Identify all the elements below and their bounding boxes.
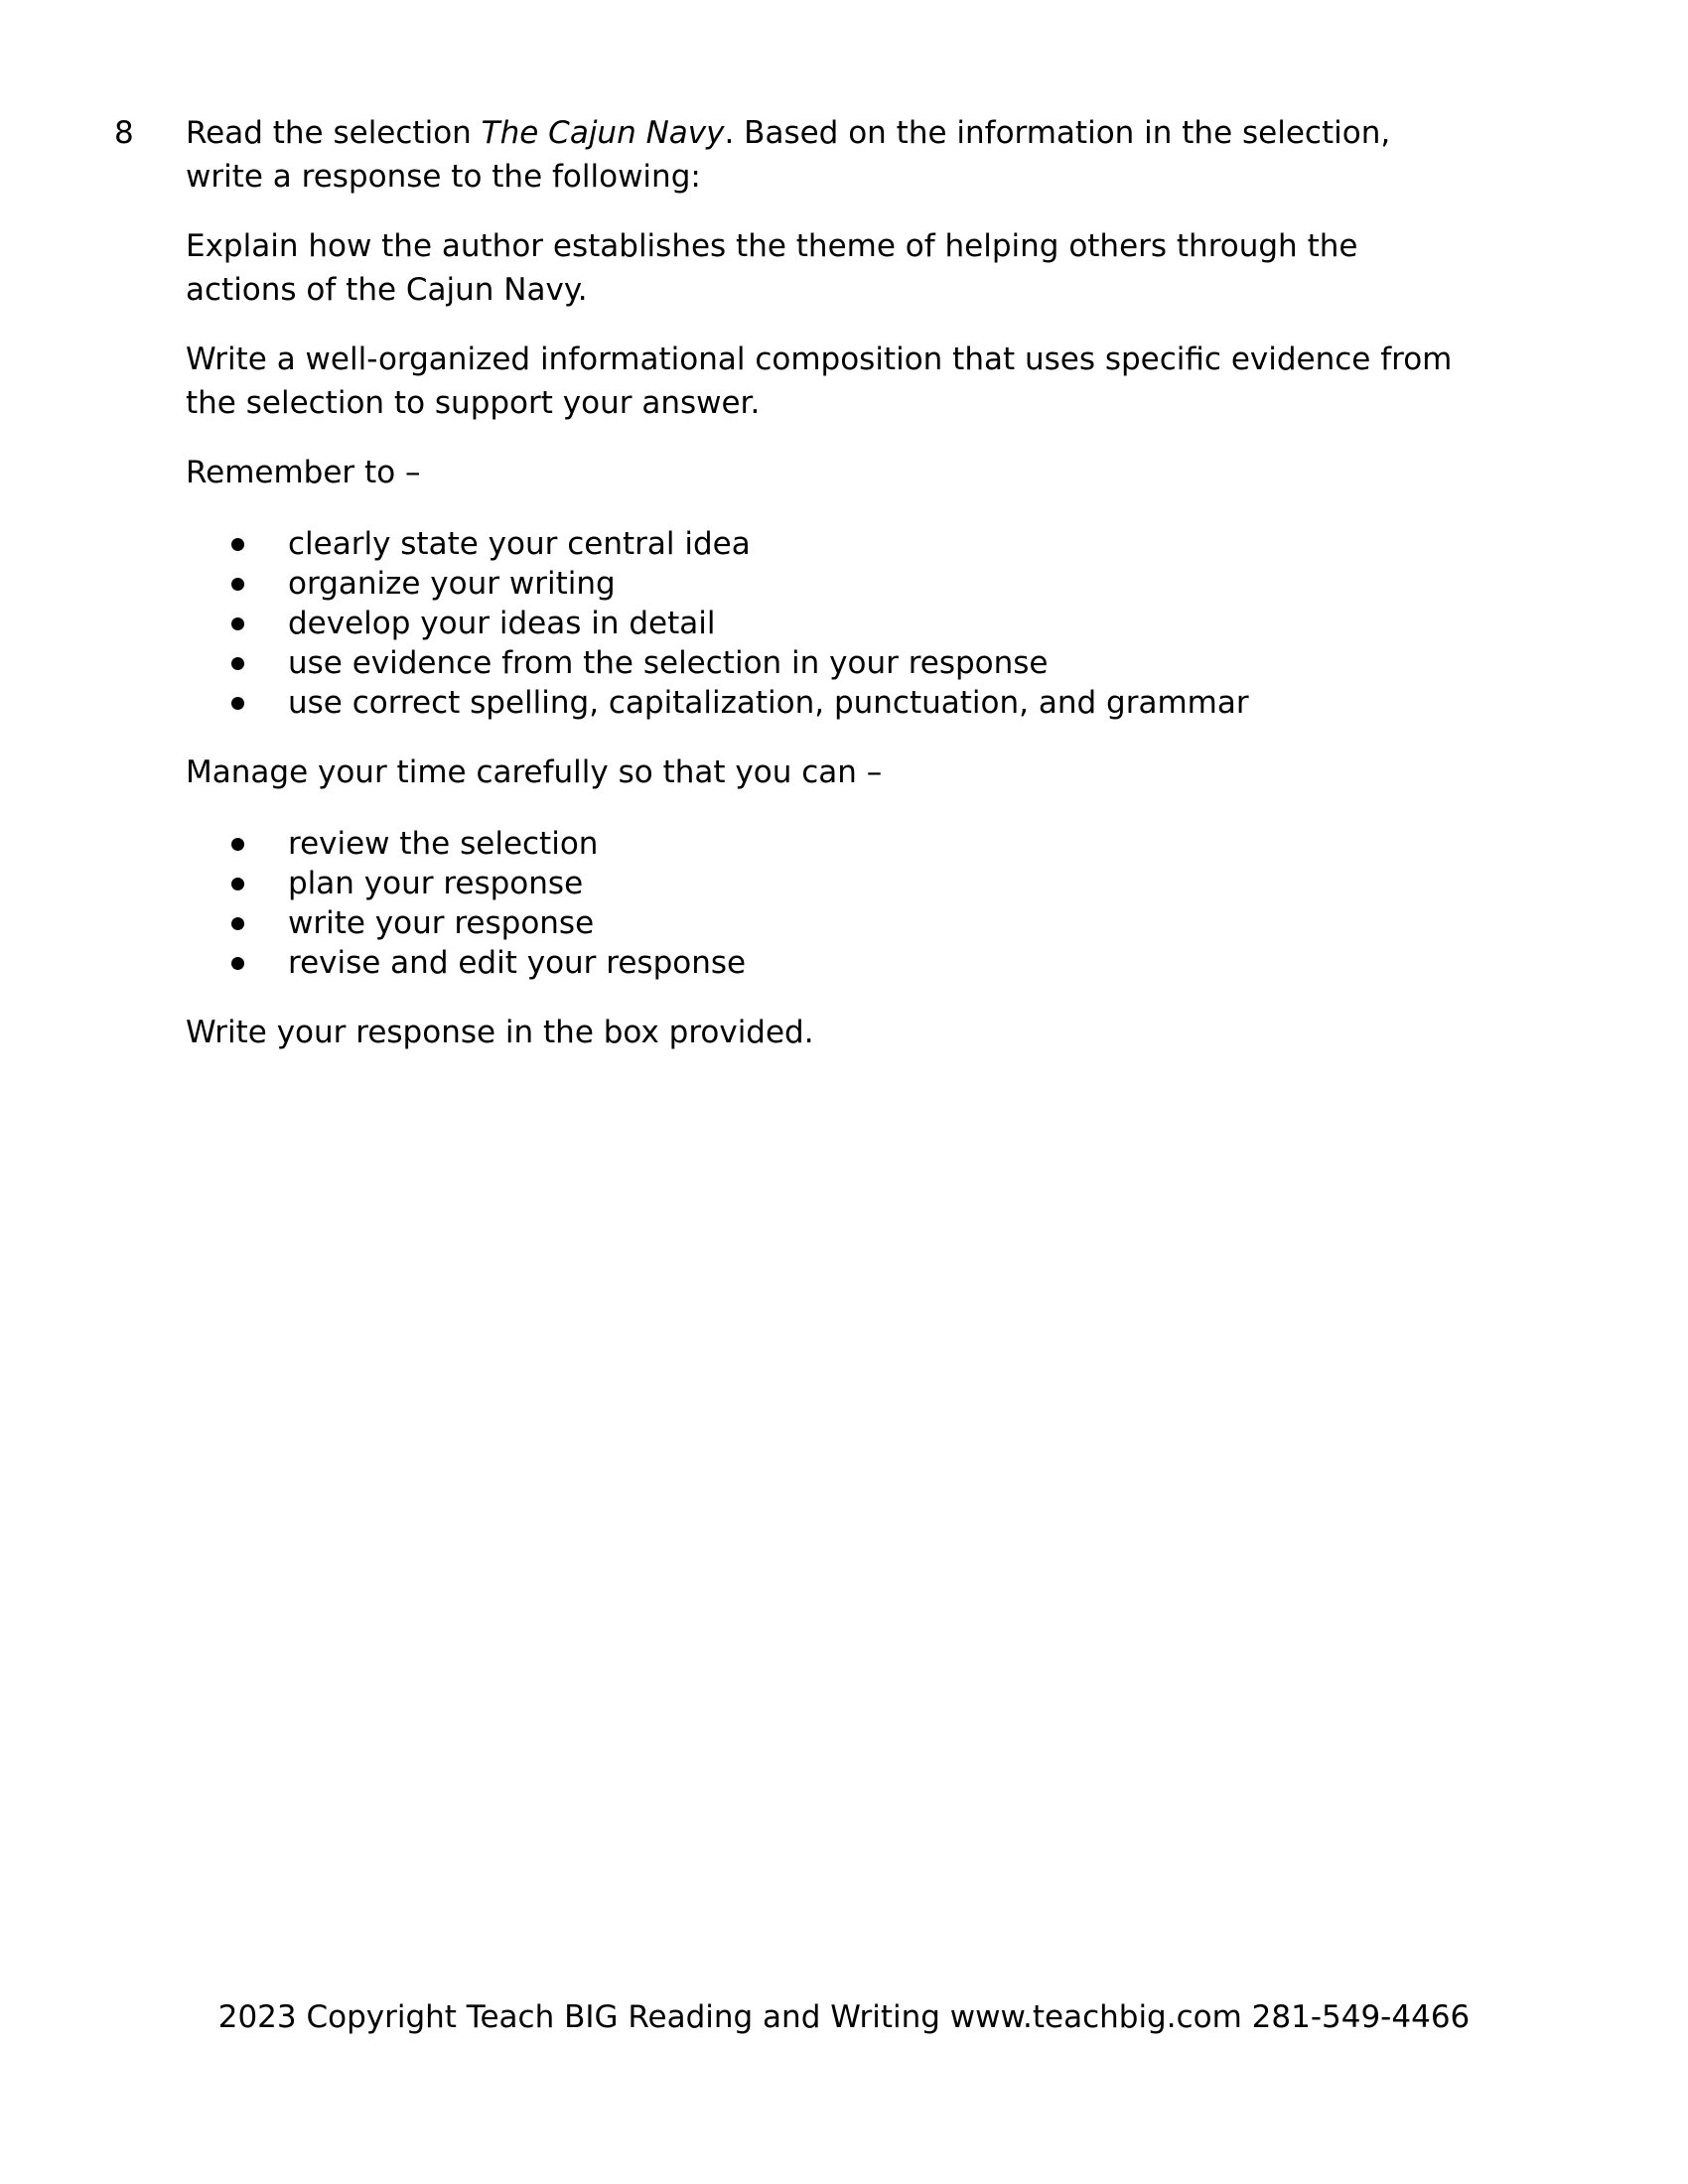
list-item <box>186 683 1576 723</box>
prompt-line-1 <box>186 111 1576 155</box>
bullet-icon <box>231 878 244 890</box>
question-prompt <box>186 111 1576 199</box>
list-item-text: write your response <box>288 905 595 941</box>
directions-line-1: Write a well-organized informational composition that uses specific evidence from <box>186 341 1453 377</box>
list-item <box>186 604 1576 643</box>
list-item <box>186 564 1576 604</box>
bullet-icon <box>231 838 244 851</box>
list-item-text: plan your response <box>288 866 584 901</box>
directions-paragraph <box>186 338 1576 425</box>
closing-instruction: Write your response in the box provided. <box>186 1015 814 1050</box>
bullet-icon <box>231 617 244 630</box>
list-item <box>186 903 1576 943</box>
prompt-text-pre: Read the selection <box>186 115 482 151</box>
task-paragraph <box>186 224 1576 312</box>
prompt-text-post: . Based on the information in the selection, <box>724 115 1391 151</box>
task-line-1: Explain how the author establishes the theme of helping others through the <box>186 228 1358 264</box>
list-item-text: revise and edit your response <box>288 945 747 981</box>
manage-heading: Manage your time carefully so that you can – <box>186 754 883 790</box>
list-item-text: use evidence from the selection in your response <box>288 645 1049 681</box>
directions-line-2: the selection to support your answer. <box>186 385 761 421</box>
list-item-text: develop your ideas in detail <box>288 606 716 641</box>
list-item <box>186 643 1576 683</box>
bullet-icon <box>231 538 244 551</box>
bullet-icon <box>231 917 244 930</box>
copyright-footer: 2023 Copyright Teach BIG Reading and Writing www.teachbig.com 281-549-4466 <box>217 1999 1471 2035</box>
list-item-text: organize your writing <box>288 566 616 602</box>
list-item-text: review the selection <box>288 826 599 862</box>
bullet-icon <box>231 578 244 591</box>
task-line-2: actions of the Cajun Navy. <box>186 272 588 308</box>
list-item-text: clearly state your central idea <box>288 526 751 562</box>
bullet-icon <box>231 697 244 710</box>
remember-heading: Remember to – <box>186 455 421 490</box>
bullet-icon <box>231 957 244 970</box>
question-body <box>186 111 1576 1054</box>
list-item <box>186 824 1576 864</box>
bullet-icon <box>231 657 244 670</box>
list-item-text: use correct spelling, capitalization, punctuation, and grammar <box>288 685 1249 721</box>
selection-title: The Cajun Navy <box>481 115 725 151</box>
prompt-line-2: write a response to the following: <box>186 159 701 195</box>
remember-list <box>186 524 1576 723</box>
list-item <box>186 943 1576 983</box>
list-item <box>186 524 1576 564</box>
manage-list <box>186 824 1576 983</box>
question-number: 8 <box>114 115 134 151</box>
list-item <box>186 864 1576 903</box>
